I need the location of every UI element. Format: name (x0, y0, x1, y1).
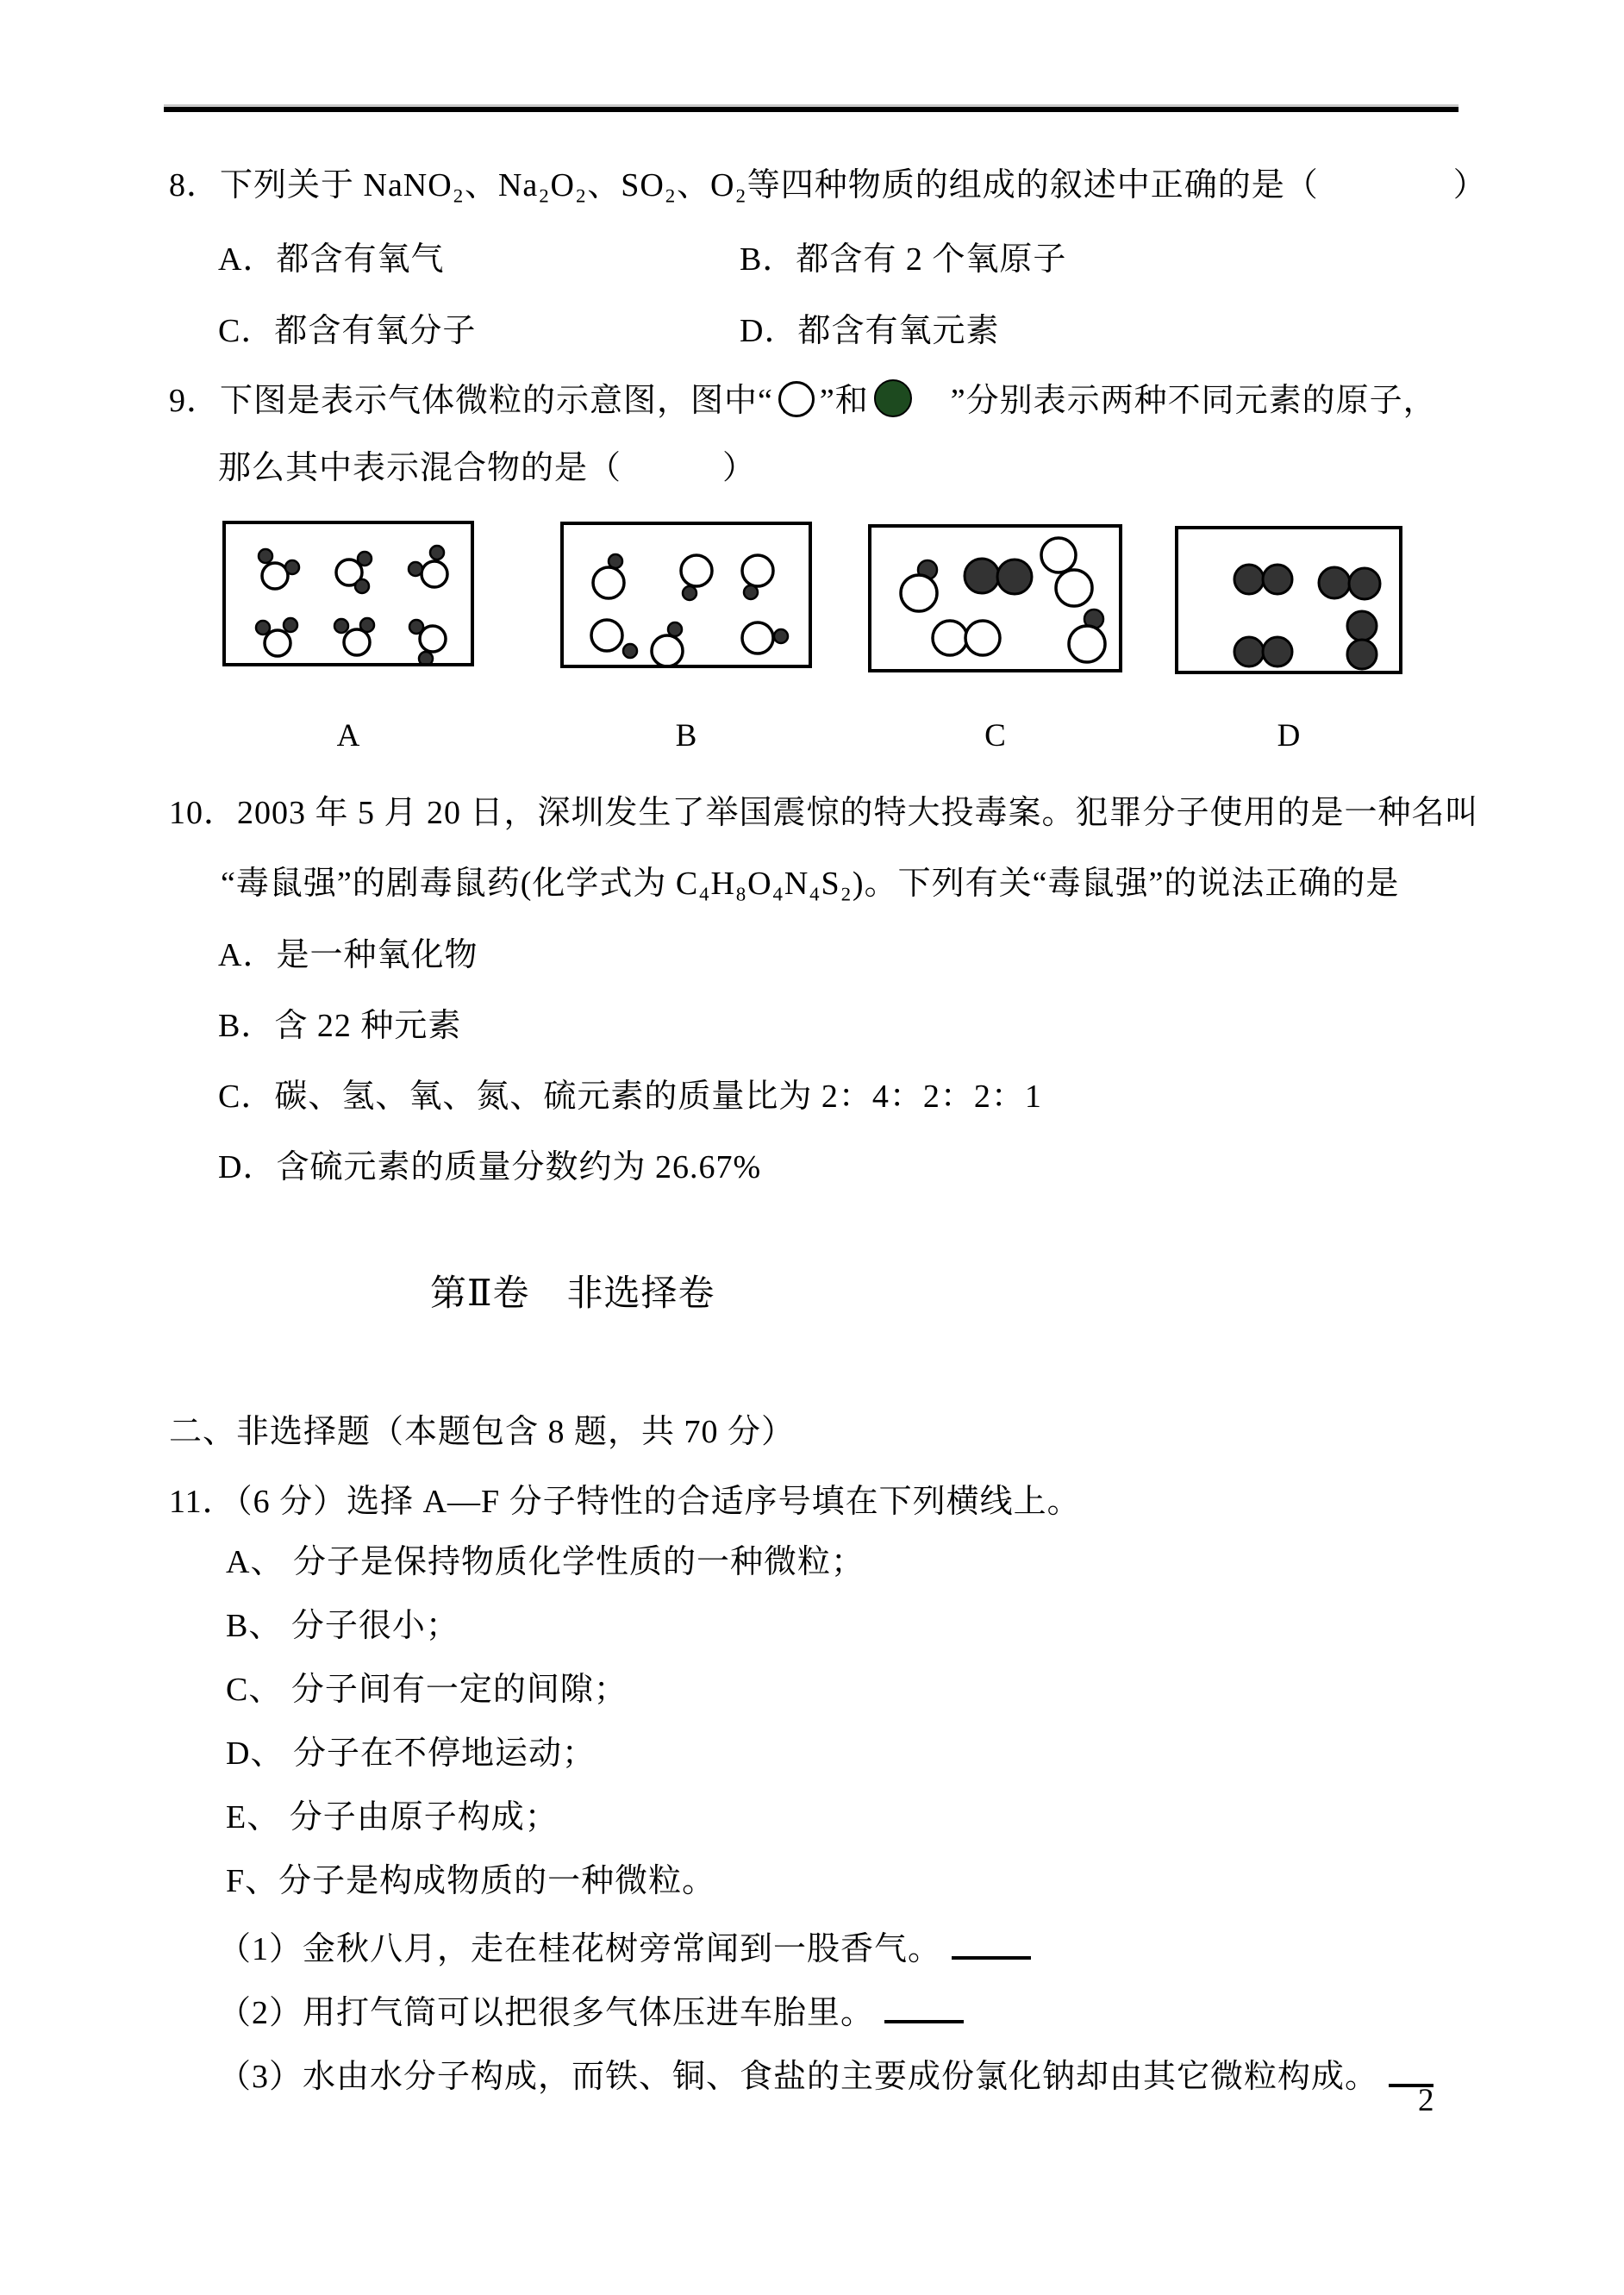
q11-feature-e: E、 分子由原子构成； (226, 1799, 559, 1835)
q11-feature-a: A、 分子是保持物质化学性质的一种微粒； (226, 1544, 865, 1580)
molecule-box-a (222, 521, 474, 666)
molecule-box-c (868, 524, 1122, 672)
q11-fill-text-2: （2）用打气筒可以把很多气体压进车胎里。 (218, 1995, 875, 2031)
q11-feature-b: B、 分子很小； (226, 1608, 459, 1644)
q11-feature-f: F、分子是构成物质的一种微粒。 (226, 1863, 716, 1899)
q8-option-a: A．都含有氧气 (218, 241, 445, 278)
section2-intro: 二、非选择题（本题包含 8 题，共 70 分） (169, 1414, 796, 1450)
q11-feature-d: D、 分子在不停地运动； (226, 1735, 596, 1772)
q8-option-d: D．都含有氧元素 (740, 313, 1000, 349)
diagram-label-b: B (675, 718, 697, 754)
molecule-box-d (1175, 526, 1402, 674)
white-atom-icon (778, 381, 815, 417)
page-number: 2 (1418, 2083, 1434, 2118)
q8-stem: 8．下列关于 NaNO₂、Na₂O₂、SO₂、O₂等四种物质的组成的叙述中正确的是（ ） (169, 167, 1487, 203)
q11-fill-text-3: （3）水由水分子构成，而铁、铜、食盐的主要成份氯化钠却由其它微粒构成。 (218, 2059, 1379, 2095)
q9-stem-line2: 那么其中表示混合物的是（ ） (218, 450, 757, 486)
q10-option-a: A．是一种氧化物 (218, 937, 478, 973)
diagram-label-d: D (1277, 718, 1301, 754)
q10-stem-line2: “毒鼠强”的剧毒鼠药(化学式为 C₄H₈O₄N₄S₂)。下列有关“毒鼠强”的说法正确的是 (221, 866, 1400, 902)
q10-option-d: D．含硫元素的质量分数约为 26.67% (218, 1149, 762, 1185)
q10-stem-line1: 10．2003 年 5 月 20 日，深圳发生了举国震惊的特大投毒案。犯罪分子使用的是一种名叫 (169, 795, 1479, 831)
q9-stem-line1 (169, 379, 1437, 421)
q9-stem-text-1: 9．下图是表示气体微粒的示意图，图中“ (169, 383, 773, 419)
green-atom-icon (874, 379, 912, 417)
q11-fill-item-3 (218, 2053, 1433, 2097)
q8-option-b: B．都含有 2 个氧原子 (740, 241, 1067, 278)
header-rule (164, 107, 1458, 112)
molecule-box-b (560, 522, 812, 668)
diagram-label-a: A (336, 718, 360, 754)
q11-feature-c: C、 分子间有一定的间隙； (226, 1672, 628, 1708)
q11-fill-item-1 (218, 1925, 1031, 1969)
diagram-label-c: C (984, 718, 1006, 754)
answer-blank-1 (952, 1925, 1031, 1960)
q9-stem-text-3: ”分别表示两种不同元素的原子， (916, 383, 1437, 419)
q8-option-c: C．都含有氧分子 (218, 313, 477, 349)
q10-option-c: C．碳、氢、氧、氮、硫元素的质量比为 2：4：2：2：1 (218, 1079, 1042, 1115)
q11-fill-text-1: （1）金秋八月，走在桂花树旁常闻到一股香气。 (218, 1931, 942, 1967)
q9-stem-text-2: ”和 (819, 383, 869, 419)
section2-heading: 第Ⅱ卷 非选择卷 (430, 1274, 715, 1314)
q11-stem: 11．（6 分）选择 A—F 分子特性的合适序号填在下列横线上。 (169, 1484, 1081, 1520)
q10-option-b: B．含 22 种元素 (218, 1008, 462, 1044)
q11-fill-item-2 (218, 1989, 964, 2033)
answer-blank-2 (884, 1989, 964, 2023)
